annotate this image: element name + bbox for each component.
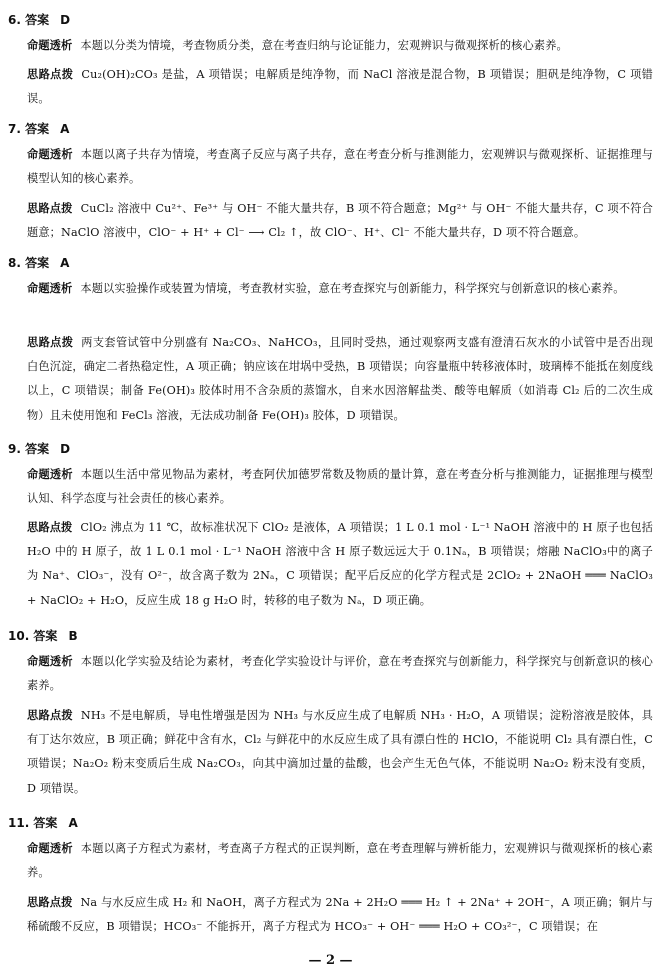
q9-analysis-text: 本题以生活中常见物品为素材，考查阿伏加德罗常数及物质的量计算，意在考查分析与推测能力，证据推理与模型认知、科学态度与社会责任的核心素养。 <box>27 468 653 506</box>
q7-answer-line <box>8 122 653 136</box>
q7-hint-label: 思路点拨 <box>27 202 73 215</box>
q7-hint-text: CuCl₂ 溶液中 Cu²⁺、Fe³⁺ 与 OH⁻ 不能大量共存，B 项不符合题意；Mg²⁺ 与 OH⁻ 不能大量共存，C 项不符合题意；NaClO 溶液中，ClO⁻ + H⁺ + Cl⁻ ⟶ Cl₂ ↑，故 ClO⁻、H⁺、Cl⁻ 不能大量共存，D 项不符合题意。 <box>27 202 653 240</box>
q11-hint-text: Na 与水反应生成 H₂ 和 NaOH，离子方程式为 2Na + 2H₂O ═══ H₂ ↑ + 2Na⁺ + 2OH⁻，A 项正确；铜片与稀硫酸不反应，B 项错误；HCO₃⁻ 不能拆开，离子方程式为 HCO₃⁻ + OH⁻ ═══ H₂O + CO₃²⁻，C 项错误；在 <box>27 896 653 934</box>
q8-analysis-text: 本题以实验操作或装置为情境，考查教材实验，意在考查探究与创新能力，科学探究与创新意识的核心素养。 <box>80 282 625 295</box>
q8-answer-line <box>8 256 653 270</box>
q6-answer-label: 6. 答案 <box>8 13 50 27</box>
q9-hint <box>27 516 653 613</box>
q11-analysis-text: 本题以离子方程式为素材，考查离子方程式的正误判断，意在考查理解与辨析能力，宏观辨识与微观探析的核心素养。 <box>27 842 653 880</box>
q9-hint-text: ClO₂ 沸点为 11 ℃，故标准状况下 ClO₂ 是液体，A 项错误；1 L 0.1 mol · L⁻¹ NaOH 溶液中的 H 原子也包括 H₂O 中的 H 原子，故 1 L 0.1 mol · L⁻¹ NaOH 溶液中含 H 原子数远远大于 0.1Nₐ，B 项错误；熔融 NaClO₃中的离子为 Na⁺、ClO₃⁻，没有 O²⁻，故含离子数为 2Nₐ，C 项错误；配平后反应的化学方程式是 2ClO₂ + 2NaOH ═══ NaClO₃ + NaClO₂ + H₂O，反应生成 18 g H₂O 时，转移的电子数为 Nₐ，D 项正确。 <box>27 521 653 607</box>
q9-answer-line <box>8 442 653 456</box>
page-number: — 2 — <box>308 953 353 968</box>
q10-analysis-text: 本题以化学实验及结论为素材，考查化学实验设计与评价，意在考查探究与创新能力，科学探究与创新意识的核心素养。 <box>27 655 653 693</box>
q10-analysis-label: 命题透析 <box>27 655 73 668</box>
q8-hint-text: 两支套管试管中分别盛有 Na₂CO₃、NaHCO₃，且同时受热，通过观察两支盛有澄清石灰水的小试管中是否出现白色沉淀，确定二者热稳定性，A 项正确；钠应该在坩埚中受热，B 项错误；向容量瓶中转移液体时，玻璃棒不能抵在刻度线以上，C 项错误；制备 Fe(OH)₃ 胶体时用不含杂质的蒸馏水，自来水因溶解盐类、酸等电解质（如消毒 Cl₂ 后的二次生成物）且未使用饱和 FeCl₃ 溶液，无法成功制备 Fe(OH)₃ 胶体，D 项错误。 <box>27 336 653 422</box>
q10-hint-label: 思路点拨 <box>27 709 73 722</box>
q7-answer-label: 7. 答案 <box>8 122 50 136</box>
q7-answer-value: A <box>60 122 70 136</box>
q10-answer-value: B <box>68 629 78 643</box>
q10-answer-line <box>8 629 653 643</box>
q8-answer-value: A <box>60 256 70 270</box>
q11-analysis-label: 命题透析 <box>27 842 73 855</box>
q6-hint-text: Cu₂(OH)₂CO₃ 是盐，A 项错误；电解质是纯净物，而 NaCl 溶液是混合物，B 项错误；胆矾是纯净物，C 项错误。 <box>27 68 653 106</box>
q8-answer-label: 8. 答案 <box>8 256 50 270</box>
q7-hint <box>27 197 653 245</box>
q6-hint-label: 思路点拨 <box>27 68 74 81</box>
q6-analysis <box>27 34 653 58</box>
q6-analysis-label: 命题透析 <box>27 39 73 52</box>
q6-answer-line <box>8 13 653 27</box>
q7-analysis-text: 本题以离子共存为情境，考查离子反应与离子共存，意在考查分析与推测能力，宏观辨识与微观探析、证据推理与模型认知的核心素养。 <box>27 148 653 186</box>
q9-hint-label: 思路点拨 <box>27 521 73 534</box>
q8-hint <box>27 331 653 428</box>
q9-answer-value: D <box>60 442 71 456</box>
q11-hint-label: 思路点拨 <box>27 896 73 909</box>
q10-answer-label: 10. 答案 <box>8 629 58 643</box>
q11-hint <box>27 891 653 939</box>
q10-analysis <box>27 650 653 698</box>
q11-answer-label: 11. 答案 <box>8 816 58 830</box>
q9-analysis <box>27 463 653 511</box>
q10-hint <box>27 704 653 801</box>
q11-analysis <box>27 837 653 885</box>
q8-analysis-label: 命题透析 <box>27 282 73 295</box>
q9-answer-label: 9. 答案 <box>8 442 50 456</box>
q7-analysis-label: 命题透析 <box>27 148 73 161</box>
q8-analysis <box>27 277 653 301</box>
q11-answer-value: A <box>68 816 78 830</box>
q11-answer-line <box>8 816 653 830</box>
q7-analysis <box>27 143 653 191</box>
q8-hint-label: 思路点拨 <box>27 336 74 349</box>
q6-answer-value: D <box>60 13 71 27</box>
q9-analysis-label: 命题透析 <box>27 468 73 481</box>
q6-analysis-text: 本题以分类为情境，考查物质分类，意在考查归纳与论证能力，宏观辨识与微观探析的核心素养。 <box>80 39 568 52</box>
q6-hint <box>27 63 653 111</box>
q10-hint-text: NH₃ 不是电解质，导电性增强是因为 NH₃ 与水反应生成了电解质 NH₃ · H₂O，A 项错误；淀粉溶液是胶体，具有丁达尔效应，B 项正确；鲜花中含有水，Cl₂ 与鲜花中的水反应生成了具有漂白性的 HClO，不能说明 Cl₂ 具有漂白性，C 项错误；Na₂O₂ 粉末变质后生成 Na₂CO₃，向其中滴加过量的盐酸，也会产生无色气体，不能说明 Na₂O₂ 粉末没有变质，D 项错误。 <box>27 709 653 795</box>
